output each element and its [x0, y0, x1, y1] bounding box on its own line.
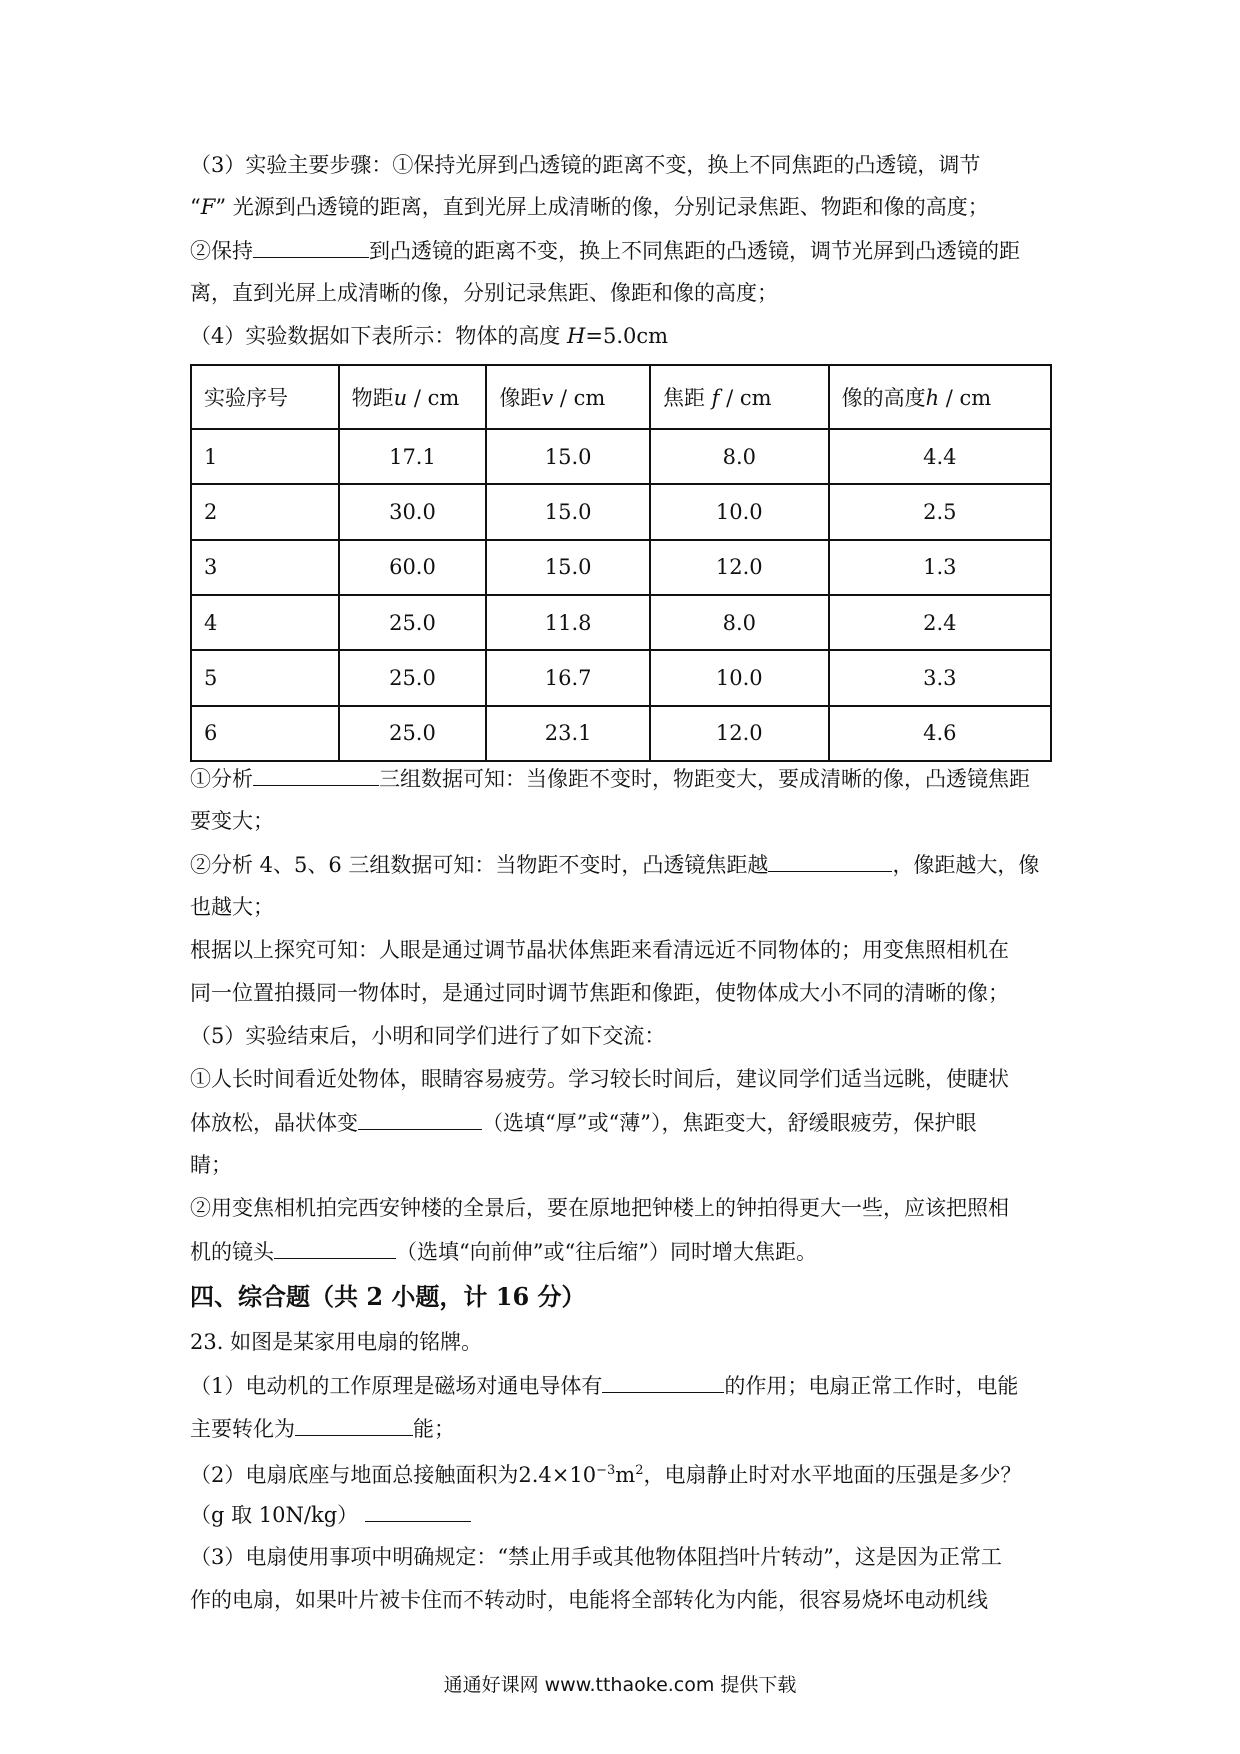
table-row: [191, 650, 1051, 705]
table-cell: 8.0: [650, 429, 829, 484]
table-cell: 16.7: [486, 650, 650, 705]
table-cell: 12.0: [650, 706, 829, 761]
table-cell: 15.0: [486, 484, 650, 539]
table-cell: 3: [191, 540, 339, 595]
answer-blank[interactable]: [768, 849, 892, 872]
table-row: [191, 484, 1051, 539]
table-header-cell: 物距u / cm: [339, 365, 487, 429]
table-row: [191, 595, 1051, 650]
table-cell: 25.0: [339, 706, 487, 761]
table-cell: 2.5: [829, 484, 1051, 539]
data-table: [190, 364, 1052, 762]
step5-p2-line1: ②用变焦相机拍完西安钟楼的全景后，要在原地把钟楼上的钟拍得更大一些，应该把照相: [190, 1196, 1009, 1220]
step5-intro: （5）实验结束后，小明和同学们进行了如下交流：: [190, 1024, 666, 1048]
analysis-q1-cont: 要变大；: [190, 809, 274, 833]
q23-part3-line2: 作的电扇，如果叶片被卡住而不转动时，电能将全部转化为内能，很容易烧坏电动机线: [190, 1588, 988, 1612]
conclusion-line2: 同一位置拍摄同一物体时，是通过同时调节焦距和像距，使物体成大小不同的清晰的像；: [190, 981, 1009, 1005]
table-cell: 8.0: [650, 595, 829, 650]
table-cell: 1.3: [829, 540, 1051, 595]
table-cell: 1: [191, 429, 339, 484]
table-header-cell: 像距v / cm: [486, 365, 650, 429]
table-cell: 2: [191, 484, 339, 539]
step3-line3: ②保持 到凸透镜的距离不变，换上不同焦距的凸透镜，调节光屏到凸透镜的距: [190, 235, 1060, 266]
step5-p1-line2: 体放松，晶状体变 （选填“厚”或“薄”），焦距变大，舒缓眼疲劳，保护眼: [190, 1107, 1060, 1138]
q23-part3-line1: （3）电扇使用事项中明确规定：“禁止用手或其他物体阻挡叶片转动”，这是因为正常工: [190, 1545, 1002, 1569]
answer-blank[interactable]: [358, 1107, 482, 1130]
section-heading: 四、综合题（共 2 小题，计 16 分）: [190, 1282, 586, 1311]
q23-part2-g: （g 取 10N/kg）: [190, 1499, 1060, 1530]
table-cell: 12.0: [650, 540, 829, 595]
table-cell: 4.6: [829, 706, 1051, 761]
table-row: [191, 540, 1051, 595]
step4-intro: （4）实验数据如下表所示：物体的高度 H=5.0cm: [190, 324, 669, 348]
table-cell: 6: [191, 706, 339, 761]
table-cell: 10.0: [650, 484, 829, 539]
table-cell: 2.4: [829, 595, 1051, 650]
q23-part1-cont: 主要转化为 能；: [190, 1413, 1060, 1444]
analysis-q2-cont: 也越大；: [190, 895, 274, 919]
answer-blank[interactable]: [253, 235, 369, 258]
table-cell: 23.1: [486, 706, 650, 761]
analysis-q1: ①分析 三组数据可知：当像距不变时，物距变大，要成清晰的像，凸透镜焦距: [190, 763, 1060, 794]
step3-line2: “F” 光源到凸透镜的距离，直到光屏上成清晰的像，分别记录焦距、物距和像的高度；: [190, 195, 989, 219]
q23-part1: （1）电动机的工作原理是磁场对通电导体有 的作用；电扇正常工作时，电能: [190, 1370, 1060, 1401]
step3-line1: （3）实验主要步骤：①保持光屏到凸透镜的距离不变，换上不同焦距的凸透镜，调节: [190, 153, 981, 177]
answer-blank[interactable]: [274, 1236, 396, 1259]
answer-blank[interactable]: [253, 763, 379, 786]
table-cell: 4: [191, 595, 339, 650]
step5-p1-line3: 睛；: [190, 1153, 232, 1177]
step5-p1-line1: ①人长时间看近处物体，眼睛容易疲劳。学习较长时间后，建议同学们适当远眺，使睫状: [190, 1067, 1009, 1091]
table-cell: 25.0: [339, 595, 487, 650]
table-header-cell: 像的高度h / cm: [829, 365, 1051, 429]
step5-p2-line2: 机的镜头 （选填“向前伸”或“往后缩”）同时增大焦距。: [190, 1236, 1060, 1267]
conclusion-line1: 根据以上探究可知：人眼是通过调节晶状体焦距来看清远近不同物体的；用变焦照相机在: [190, 938, 1009, 962]
table-row: [191, 429, 1051, 484]
question-23: 23. 如图是某家用电扇的铭牌。: [190, 1330, 483, 1354]
table-cell: 17.1: [339, 429, 487, 484]
table-cell: 11.8: [486, 595, 650, 650]
table-cell: 30.0: [339, 484, 487, 539]
table-header-cell: 焦距 f / cm: [650, 365, 829, 429]
table-row: [191, 706, 1051, 761]
step3-line4: 离，直到光屏上成清晰的像，分别记录焦距、像距和像的高度；: [190, 281, 778, 305]
table-cell: 5: [191, 650, 339, 705]
table-header-cell: 实验序号: [191, 365, 339, 429]
analysis-q2: ②分析 4、5、6 三组数据可知：当物距不变时，凸透镜焦距越 ，像距越大，像: [190, 849, 1060, 880]
answer-blank[interactable]: [602, 1370, 724, 1393]
table-cell: 3.3: [829, 650, 1051, 705]
table-cell: 15.0: [486, 429, 650, 484]
table-cell: 60.0: [339, 540, 487, 595]
table-cell: 10.0: [650, 650, 829, 705]
table-cell: 15.0: [486, 540, 650, 595]
answer-blank[interactable]: [295, 1413, 413, 1436]
q23-part2: （2）电扇底座与地面总接触面积为$2.4\times 10^{-3}m^2$，电扇静止时对水平地面的压强是多少？: [190, 1463, 1022, 1487]
page-footer: 通通好课网 www.tthaoke.com 提供下载: [443, 1674, 797, 1696]
table-header-row: [191, 365, 1051, 429]
table-cell: 4.4: [829, 429, 1051, 484]
table-cell: 25.0: [339, 650, 487, 705]
answer-blank[interactable]: [365, 1499, 471, 1522]
